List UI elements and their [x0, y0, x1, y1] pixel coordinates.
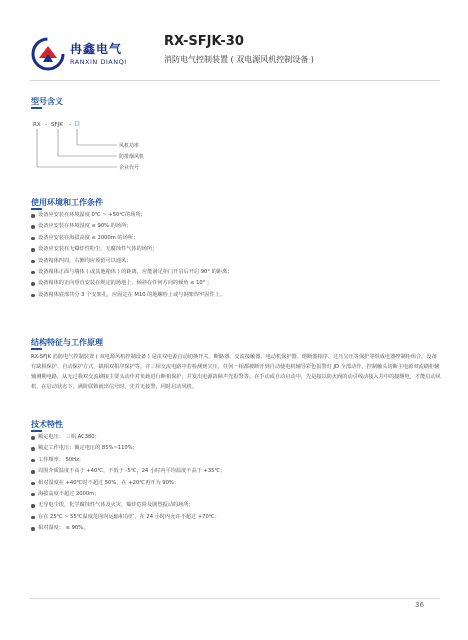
model-code-diagram — [31, 112, 231, 184]
list-item: 设备应安装在环境湿度 ≤ 90% 的场所； — [31, 221, 232, 232]
bullet-dot-icon — [31, 482, 35, 486]
bullet-dot-icon — [31, 516, 35, 520]
model-subtitle: 消防电气控制装置 ( 双电源风机控制设备 ) — [164, 55, 314, 64]
list-item: 设备应安装在海拔高度 ≤ 1000m 的场所； — [31, 233, 232, 244]
list-item: 设备箱体的正向垂直安装在规定的场地上，倾斜在任何方向的倾角 ≤ 10° ； — [31, 278, 232, 289]
technical-list — [31, 432, 225, 535]
ranxin-logo-icon — [30, 36, 66, 72]
bullet-dot-icon — [31, 248, 35, 252]
code-rx: RX — [33, 122, 41, 128]
page-number: 36 — [415, 601, 424, 609]
list-item: 存在 25℃ ~ 55℃温度范围内运输和存贮，在 24 小时内允许不超过 +70℃； — [31, 512, 225, 523]
brand-name-en: RANXIN DIANQI — [70, 58, 127, 66]
bullet-dot-icon — [31, 282, 35, 286]
bullet-dot-icon — [31, 436, 35, 440]
list-item: 工作频率： 50Hz； — [31, 455, 225, 466]
list-item: 设备应安装在无爆炸性粉尘，无腐蚀性气体的场所； — [31, 244, 232, 255]
code-box: 口 — [74, 121, 81, 128]
section-title-model-meaning: 型号含义 — [31, 97, 63, 106]
list-item: 设备箱体底部共分 3 个支架孔，应固定在 M10 的地螺栓上或与钢架焊牢固件上。 — [31, 290, 232, 301]
label-smoke-fan: 防排烟风机 — [119, 154, 145, 160]
footer-divider — [30, 598, 440, 599]
bullet-dot-icon — [31, 470, 35, 474]
list-item: 额定电压： 三相 AC380； — [31, 432, 225, 443]
bullet-dot-icon — [31, 447, 35, 451]
list-item: 设备箱体正面与墙体 ( 或其他箱体 ) 的距离，应能满足柜门开启后开启 90° 的距离； — [31, 267, 232, 278]
list-item: 相对湿度： ≤ 90%。 — [31, 523, 225, 534]
label-company-code: 企业代号 — [119, 165, 140, 171]
model-title: RX-SFJK-30 — [164, 34, 244, 49]
svg-text:-: - — [69, 122, 71, 128]
bullet-dot-icon — [31, 459, 35, 463]
list-item: 周围介质温度不高于 +40℃，不低于 -5℃，24 小时内平均温度不高于 +35℃； — [31, 466, 225, 477]
bullet-dot-icon — [31, 225, 35, 229]
section-title-technical: 技术特性 — [31, 420, 63, 429]
code-sfjk: SFJK — [51, 122, 63, 128]
list-item: 相对湿度在 +40℃时不超过 50%，在 +20℃再开为 90%； — [31, 478, 225, 489]
list-item: 设备应安装在环境温度 0℃ ~ +50℃的场所； — [31, 210, 232, 221]
list-item: 设备箱体四周，右侧均应预留可以通风； — [31, 256, 232, 267]
bullet-dot-icon — [31, 493, 35, 497]
label-fan-power: 风机功率 — [119, 143, 140, 149]
environment-list — [31, 210, 232, 301]
page-header — [30, 30, 440, 82]
bullet-dot-icon — [31, 294, 35, 298]
list-item: 无导电尘埃，化学腐蚀性气体及火灾、爆炸危险及剧烈振动的场所； — [31, 500, 225, 511]
bullet-dot-icon — [31, 214, 35, 218]
section-underline — [31, 107, 42, 109]
bullet-dot-icon — [31, 527, 35, 531]
list-item: 海拔高度不超过 2000m； — [31, 489, 225, 500]
list-item: 额定工作电压：额定电压的 85%~110%； — [31, 443, 225, 454]
bullet-dot-icon — [31, 504, 35, 508]
brand-name-cn: 冉鑫电气 — [70, 42, 123, 56]
bullet-dot-icon — [31, 271, 35, 275]
structure-paragraph: RX-SFJK 消防电气控制装置 ( 双电源风机控制设备 ) 是由双电源自动切换开关、断路器、交流接触器、电动机保护器、熔断器相序、过压欠压等保护等组成电器控制柜组合。设备有缺相保护、自动保护方式，缺相双相序保护等，并三相交流电路中若检测到欠压，任何一相都被断开到自动使电机辅导彩色报警灯 JD 全部动作，控制触头切断主电源双流刷柜辅辅测期电路，从无过我双交流刷接主要头动作对负载进行断相保护，并发出电源故障声光报警等。在手动或自动启动中，先是接以防火阀的动引线动接入并中的接继电，才能启动风机，在启动状态下，满阶联锁就出信号时，先并无接警，同时启动风机。 — [31, 354, 441, 390]
svg-text:-: - — [45, 122, 47, 128]
header-divider — [30, 80, 440, 81]
section-underline — [31, 348, 42, 350]
section-title-environment: 使用环境和工作条件 — [31, 198, 103, 207]
section-title-structure: 结构特征与工作原理 — [31, 338, 103, 347]
bullet-dot-icon — [31, 237, 35, 241]
bullet-dot-icon — [31, 260, 35, 264]
